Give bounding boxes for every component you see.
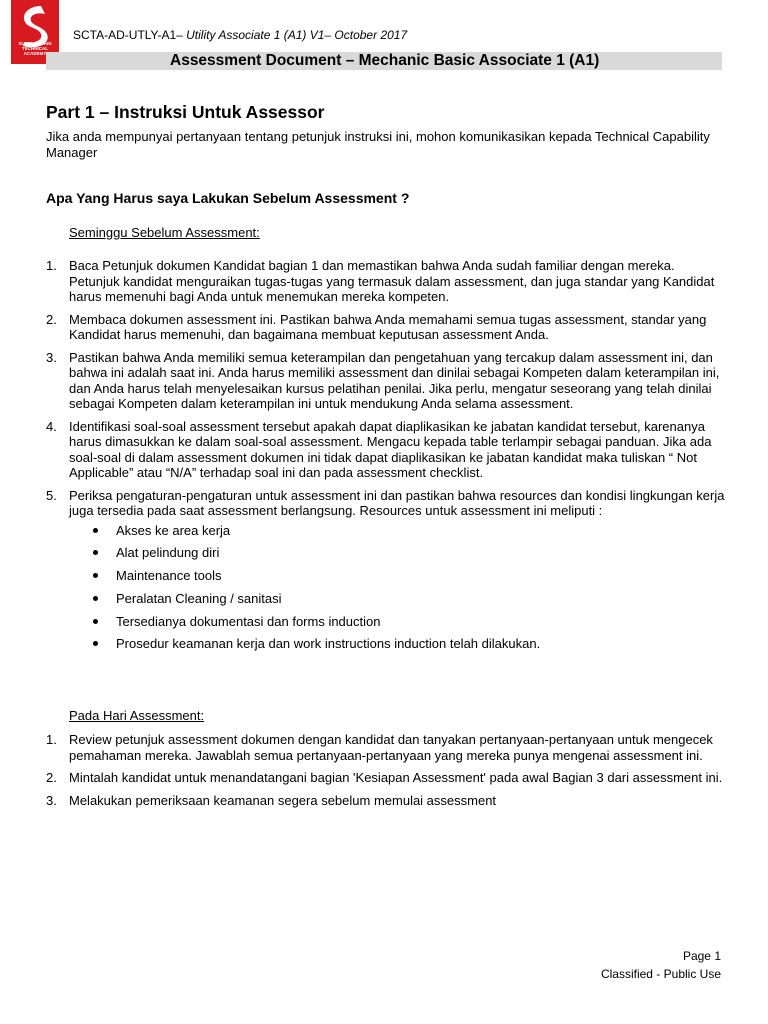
list-text: Review petunjuk assessment dokumen dengan kandidat dan tanyakan pertanyaan-pertanyaan untuk mengecek pemahaman mereka. Jawablah semua pertanyaan-pertanyaan yang mereka punya mengenai assessment ini. [69,732,713,763]
week-before-label: Seminggu Sebelum Assessment: [69,225,260,240]
bullet-icon [93,596,98,601]
list-number: 4. [46,418,57,434]
logo-text-line-3: ACADEMY [23,51,47,56]
list-text: Membaca dokumen assessment ini. Pastikan bahwa Anda memahami semua tugas assessment, standar yang Kandidat harus memenuhi, dan bagaimana membuat keputusan assessment Anda. [69,311,707,342]
resource-text: Prosedur keamanan kerja dan work instructions induction telah dilakukan. [116,636,541,652]
list-number: 1. [46,732,57,747]
week-before-list [46,258,726,659]
part-title: Part 1 – Instruksi Untuk Assessor [46,102,325,122]
section-question: Apa Yang Harus saya Lakukan Sebelum Assessment ? [46,190,410,206]
list-number: 3. [46,349,57,365]
resource-item [92,614,726,630]
list-number: 3. [46,792,57,808]
list-text: Pastikan bahwa Anda memiliki semua keterampilan dan pengetahuan yang tercakup dalam assessment ini, dan bahwa ini adalah saat ini. Anda harus memiliki assessment dan dinilai sebagai Kompeten dalam keterampilan ini, dan Anda harus telah menyelesaikan kursus pelatihan penilai. Jika perlu, mengatur seseorang yang telah dinilai sebagai Kompeten dalam keterampilan ini untuk mendukung Anda selama assessment. [69,349,720,411]
list-text: Identifikasi soal-soal assessment tersebut apakah dapat diaplikasikan ke jabatan kandidat tersebut, karenanya harus dimasukkan ke dalam soal-soal assessment. Mengacu kepada table terlampir sebagai panduan. Jika ada soal-soal di dalam assessment dokumen ini tidak dapat diaplikasikan ke jabatan kandidat maka tuliskan “ Not Applicable” atau “N/A” terhadap soal ini dan pada assessment checklist. [69,418,712,480]
intro-paragraph: Jika anda mempunyai pertanyaan tentang petunjuk instruksi ini, mohon komunikasikan kepada Technical Capability Manager [46,129,710,160]
list-text: Mintalah kandidat untuk menandatangani bagian 'Kesiapan Assessment' pada awal Bagian 3 dari assessment ini. [69,770,723,785]
list-item [46,419,726,481]
bullet-icon [93,619,98,624]
logo-text-line-2: TECHNICAL [22,46,48,51]
resource-text: Akses ke area kerja [116,522,231,538]
document-code [73,28,407,42]
bullet-icon [93,528,98,533]
resource-item [92,568,726,584]
resource-item [92,636,726,652]
list-item [46,732,726,763]
page-number: Page 1 [682,949,721,963]
list-item [46,770,726,786]
list-item [46,488,726,652]
resources-list [69,523,726,652]
resource-text: Alat pelindung diri [116,545,220,561]
classification-label: Classified - Public Use [600,967,721,981]
list-text: Baca Petunjuk dokumen Kandidat bagian 1 dan memastikan bahwa Anda sudah familiar dengan mereka. Petunjuk kandidat menguraikan tugas-tugas yang termasuk dalam assessment, dan juga standar yang Kandidat harus memenuhi bagi Anda untuk menemukan mereka kompeten. [69,258,715,304]
resource-item [92,545,726,561]
assessment-day-label: Pada Hari Assessment: [69,708,205,723]
list-text: Melakukan pemeriksaan keamanan segera sebelum memulai assessment [69,792,497,808]
document-title: Assessment Document – Mechanic Basic Associate 1 (A1) [170,52,600,69]
list-number: 2. [46,311,57,327]
bullet-icon [93,550,98,555]
list-item [46,793,726,809]
list-item [46,258,726,305]
list-number: 2. [46,770,57,785]
list-text: Periksa pengaturan-pengaturan untuk assessment ini dan pastikan bahwa resources dan kondisi lingkungan kerja juga tersedia pada saat assessment berlangsung. Resources untuk assessment ini meliputi : [69,487,725,518]
resource-item [92,591,726,607]
assessment-day-list [46,732,726,815]
resource-text: Peralatan Cleaning / sanitasi [116,590,282,606]
resource-text: Tersedianya dokumentasi dan forms induction [116,613,381,629]
list-number: 5. [46,487,57,503]
resource-text: Maintenance tools [116,568,222,584]
list-item [46,312,726,343]
resource-item [92,523,726,539]
bullet-icon [93,573,98,578]
document-code-version: Utility Associate 1 (A1) V1– October 2017 [186,28,408,42]
document-code-id: SCTA-AD-UTLY-A1– [73,28,187,42]
logo-text-line-1: SUPPLY CHAIN [18,41,52,46]
bullet-icon [93,641,98,646]
document-title-bar [46,52,722,70]
list-item [46,350,726,412]
list-number: 1. [46,258,57,273]
